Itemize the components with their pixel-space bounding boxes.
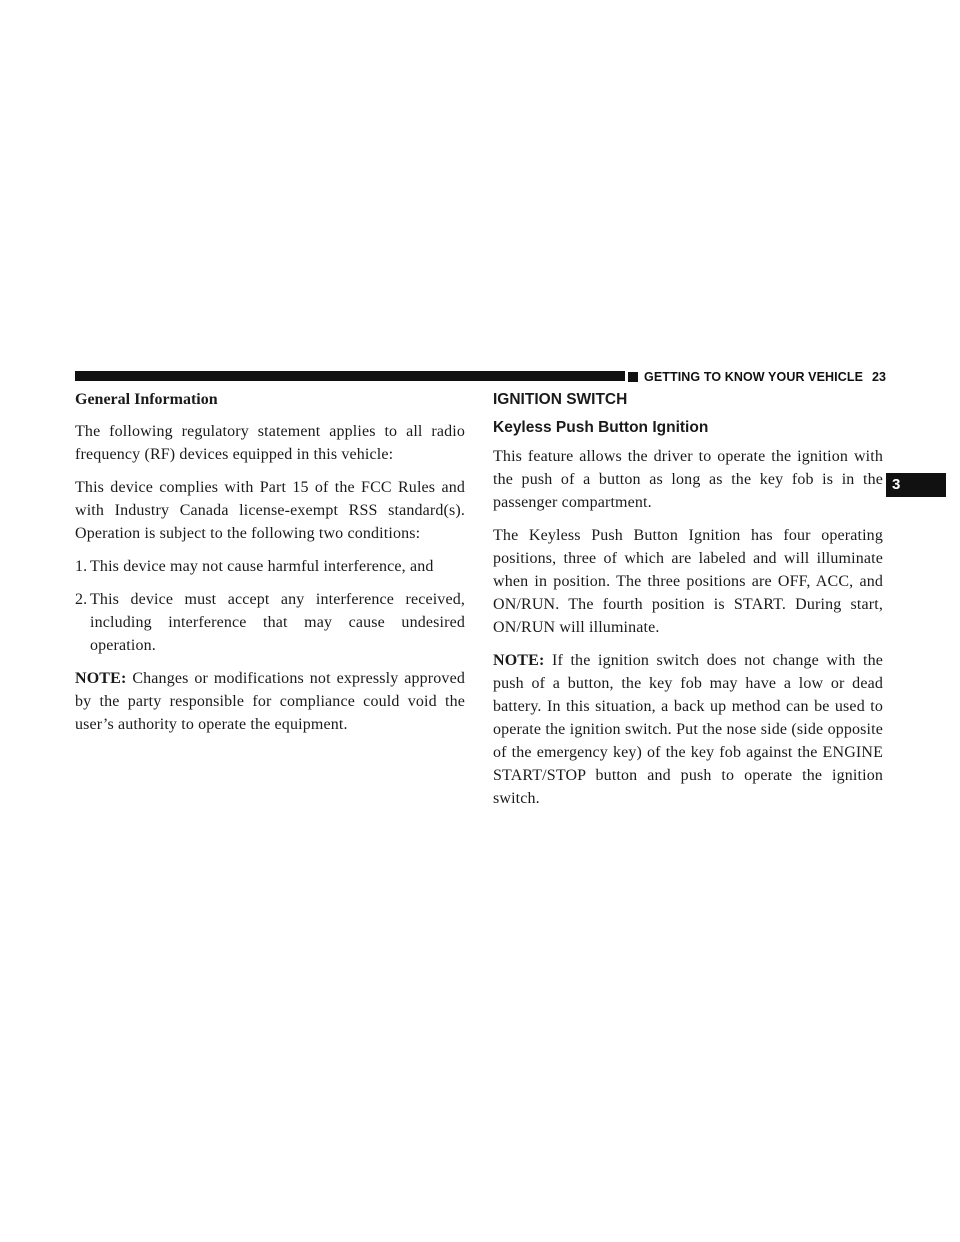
paragraph: This feature allows the driver to operate the ignition with the push of a button as long as the key fob is in the passenger compartment. bbox=[493, 448, 883, 511]
note-paragraph bbox=[75, 667, 465, 736]
list-item bbox=[75, 588, 465, 657]
paragraph: The following regulatory statement applies to all radio frequency (RF) devices equipped in this vehicle: bbox=[75, 423, 465, 463]
list-item bbox=[75, 555, 465, 578]
list-text: This device may not cause harmful interference, and bbox=[90, 558, 434, 575]
paragraph: The Keyless Push Button Ignition has four operating positions, three of which are labeled and will illuminate when in position. The three positions are OFF, ACC, and ON/RUN. The fourth position is START. During start, ON/RUN will illuminate. bbox=[493, 527, 883, 636]
list-number: 2. bbox=[75, 591, 88, 608]
note-label: NOTE: bbox=[75, 670, 127, 687]
list-number: 1. bbox=[75, 558, 88, 575]
paragraph: This device complies with Part 15 of the FCC Rules and with Industry Canada license-exempt RSS standard(s). Operation is subject to the following two conditions: bbox=[75, 479, 465, 542]
chapter-tab: 3 bbox=[886, 473, 946, 497]
right-column bbox=[493, 389, 883, 820]
note-text: If the ignition switch does not change with the push of a button, the key fob may have a low or dead battery. In this situation, a back up method can be used to operate the ignition switch. Put the nose side (side opposite of the emergency key) of the key fob against the ENGINE START/STOP button and push to operate the ignition switch. bbox=[493, 652, 883, 807]
left-column bbox=[75, 388, 465, 746]
ignition-switch-heading: IGNITION SWITCH bbox=[493, 391, 628, 408]
note-paragraph bbox=[493, 649, 883, 810]
section-title: GETTING TO KNOW YOUR VEHICLE bbox=[644, 370, 864, 384]
general-information-heading: General Information bbox=[75, 391, 218, 408]
list-text: This device must accept any interference received, including interference that may cause undesired operation. bbox=[90, 591, 465, 654]
page-number: 23 bbox=[872, 370, 886, 384]
keyless-push-button-heading: Keyless Push Button Ignition bbox=[493, 419, 709, 436]
note-label: NOTE: bbox=[493, 652, 545, 669]
header-bullet-icon bbox=[628, 372, 638, 382]
header-rule bbox=[75, 371, 625, 381]
running-header bbox=[628, 370, 886, 384]
note-text: Changes or modifications not expressly approved by the party responsible for compliance could void the user’s authority to operate the equipment. bbox=[75, 670, 465, 733]
